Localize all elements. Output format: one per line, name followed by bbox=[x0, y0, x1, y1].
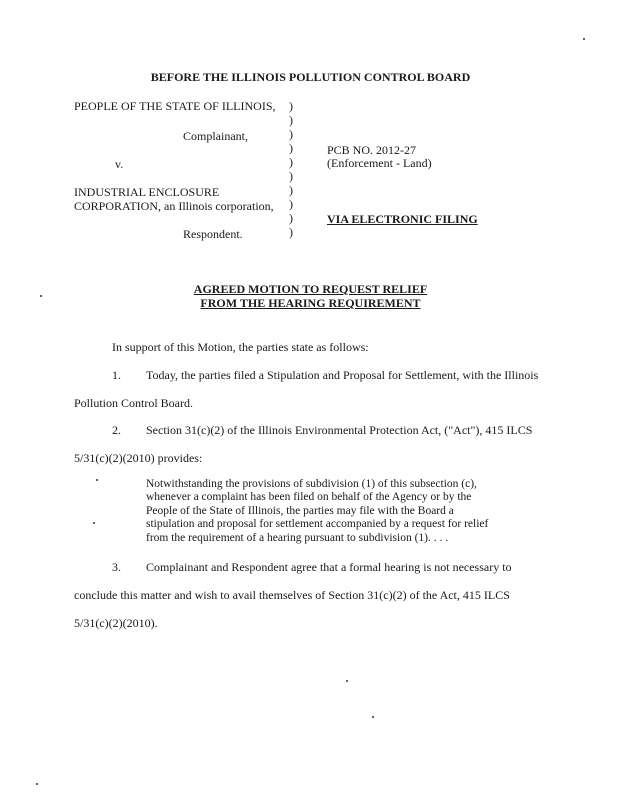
caption-paren: ) bbox=[289, 127, 293, 141]
filing-method: VIA ELECTRONIC FILING bbox=[327, 212, 478, 226]
paragraph-line: Today, the parties filed a Stipulation and Proposal for Settlement, with the Illinois bbox=[146, 368, 539, 382]
quote-line: People of the State of Illinois, the parties may file with the Board a bbox=[146, 504, 454, 517]
case-type: (Enforcement - Land) bbox=[327, 156, 432, 170]
quote-line: whenever a complaint has been filed on behalf of the Agency or by the bbox=[146, 491, 472, 504]
quote-line: from the requirement of a hearing pursuant to subdivision (1). . . . bbox=[146, 531, 449, 544]
caption-paren: ) bbox=[289, 99, 293, 113]
caption-paren: ) bbox=[289, 113, 293, 127]
quote-line: stipulation and proposal for settlement accompanied by a request for relief bbox=[146, 518, 489, 531]
paragraph-line: 5/31(c)(2)(2010). bbox=[74, 616, 158, 630]
paragraph-number: 1. bbox=[112, 368, 121, 382]
caption-paren: ) bbox=[289, 225, 293, 239]
scan-speck bbox=[96, 479, 98, 481]
scan-speck bbox=[93, 522, 95, 524]
caption-paren: ) bbox=[289, 169, 293, 183]
paragraph-line: Complainant and Respondent agree that a formal hearing is not necessary to bbox=[146, 560, 512, 574]
scan-speck bbox=[372, 716, 374, 718]
court-heading: BEFORE THE ILLINOIS POLLUTION CONTROL BOARD bbox=[150, 70, 471, 84]
scan-speck bbox=[583, 38, 585, 40]
caption-paren: ) bbox=[289, 211, 293, 225]
paragraph-line: conclude this matter and wish to avail themselves of Section 31(c)(2) of the Act, 415 ILCS bbox=[74, 588, 510, 602]
paragraph-line: Section 31(c)(2) of the Illinois Environmental Protection Act, ("Act"), 415 ILCS bbox=[146, 423, 533, 437]
paragraph-number: 2. bbox=[112, 423, 121, 437]
caption-paren: ) bbox=[289, 141, 293, 155]
paragraph-line: 5/31(c)(2)(2010) provides: bbox=[74, 451, 203, 465]
scan-speck bbox=[40, 295, 42, 297]
defendant-role: Respondent. bbox=[183, 227, 243, 241]
caption-paren: ) bbox=[289, 197, 293, 211]
motion-title-line2: FROM THE HEARING REQUIREMENT bbox=[200, 296, 421, 310]
quote-line: Notwithstanding the provisions of subdivision (1) of this subsection (c), bbox=[146, 478, 477, 490]
plaintiff-name: PEOPLE OF THE STATE OF ILLINOIS, bbox=[74, 99, 276, 113]
defendant-name-line2: CORPORATION, an Illinois corporation, bbox=[74, 199, 274, 213]
versus-label: v. bbox=[115, 157, 124, 171]
scan-speck bbox=[36, 783, 38, 785]
statute-quote bbox=[146, 478, 526, 545]
plaintiff-role: Complainant, bbox=[183, 129, 248, 143]
defendant-name-line1: INDUSTRIAL ENCLOSURE bbox=[74, 185, 220, 199]
caption-paren: ) bbox=[289, 183, 293, 197]
scan-speck bbox=[346, 680, 348, 682]
caption-paren: ) bbox=[289, 155, 293, 169]
paragraph-line: Pollution Control Board. bbox=[74, 396, 194, 410]
case-number: PCB NO. 2012-27 bbox=[327, 143, 417, 157]
intro-text: In support of this Motion, the parties state as follows: bbox=[112, 340, 369, 354]
paragraph-number: 3. bbox=[112, 560, 121, 574]
motion-title-line1: AGREED MOTION TO REQUEST RELIEF bbox=[193, 282, 428, 296]
